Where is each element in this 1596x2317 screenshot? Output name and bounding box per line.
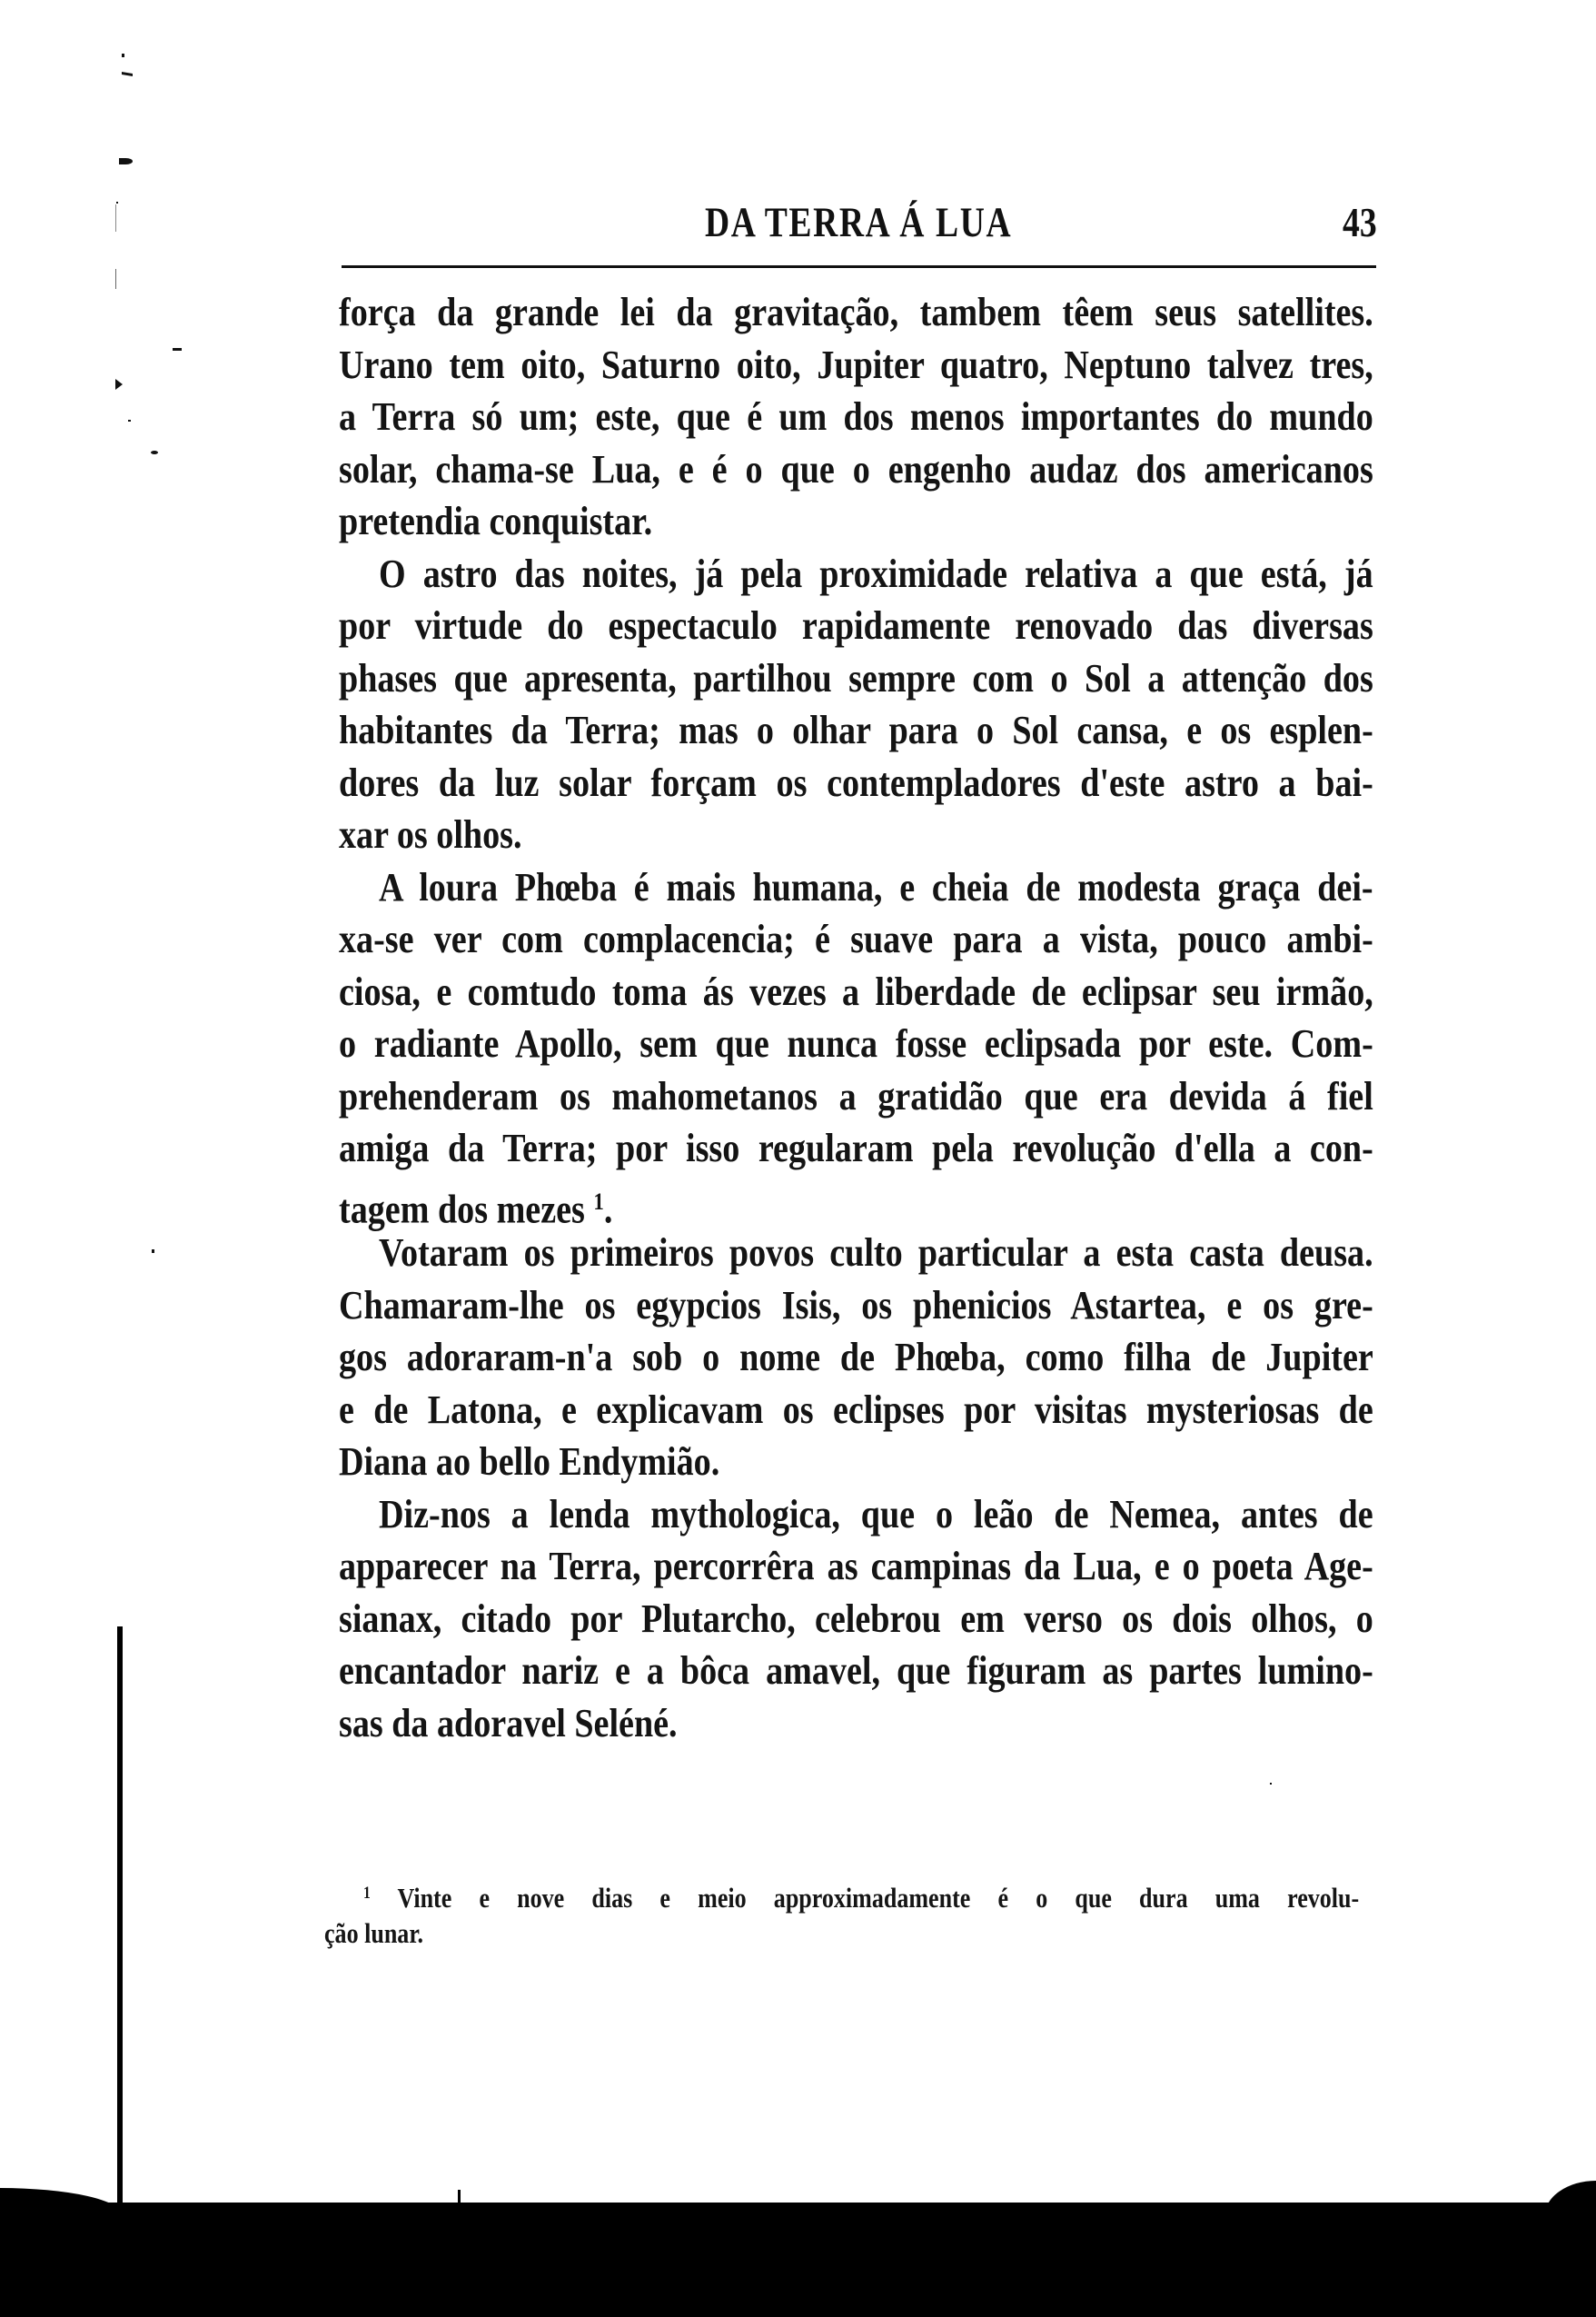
text-line: xa-se ver com complacencia; é suave para a vista, pouco ambi- (339, 917, 1373, 961)
scan-speck (173, 348, 182, 351)
text-fragment: . (603, 1187, 613, 1232)
running-header-title: DA TERRA Á LUA (705, 199, 1013, 246)
scan-speck (152, 1249, 154, 1253)
header-rule (342, 265, 1376, 268)
text-line: habitantes da Terra; mas o olhar para o Sol cansa, e os esplen- (339, 708, 1373, 752)
text-line: encantador nariz e a bôca amavel, que figuram as partes lumino- (339, 1648, 1373, 1693)
text-line: e de Latona, e explicavam os eclipses por visitas mysteriosas de (339, 1387, 1373, 1432)
scan-speck (119, 158, 133, 164)
text-line: solar, chama-se Lua, e é o que o engenho audaz dos americanos (339, 447, 1373, 492)
scan-speck (115, 269, 116, 289)
footnote-text: Vinte e nove dias e meio approximadamente é o que dura uma revolu- (397, 1882, 1360, 1914)
paragraph-first-line: Diz-nos a lenda mythologica, que o leão de Nemea, antes de (379, 1492, 1373, 1536)
text-line: prehenderam os mahometanos a gratidão que era devida á fiel (339, 1074, 1373, 1119)
text-line: gos adoraram-n'a sob o nome de Phœba, como filha de Jupiter (339, 1335, 1373, 1379)
footnote-marker: 1 (363, 1884, 371, 1903)
footnote-reference[interactable]: 1 (593, 1188, 604, 1215)
text-line: por virtude do espectaculo rapidamente renovado das diversas (339, 603, 1373, 648)
text-fragment: tagem dos mezes (339, 1187, 585, 1232)
text-line: Chamaram-lhe os egypcios Isis, os phenicios Astartea, e os gre- (339, 1283, 1373, 1328)
text-line: Urano tem oito, Saturno oito, Jupiter quatro, Neptuno talvez tres, (339, 343, 1373, 387)
text-line: phases que apresenta, partilhou sempre com o Sol a attenção dos (339, 656, 1373, 701)
text-line: sianax, citado por Plutarcho, celebrou em verso os dois olhos, o (339, 1596, 1373, 1641)
text-line-with-footnote-ref (339, 1175, 1373, 1232)
scan-speck (122, 54, 124, 57)
scan-bottom-shadow (0, 2203, 1596, 2317)
text-line: dores da luz solar forçam os contempladores d'este astro a bai- (339, 761, 1373, 805)
scan-speck (116, 202, 118, 204)
footnote-line (363, 1874, 1359, 1914)
footnote-line: ção lunar. (324, 1917, 424, 1949)
text-line: sas da adoravel Seléné. (339, 1701, 678, 1745)
scan-speck (122, 72, 133, 76)
paragraph-first-line: A loura Phœba é mais humana, e cheia de modesta graça dei- (379, 865, 1373, 910)
paragraph-first-line: Votaram os primeiros povos culto particular a esta casta deusa. (379, 1230, 1373, 1275)
scan-speck (151, 451, 158, 454)
scan-speck (128, 420, 131, 422)
text-line: ciosa, e comtudo toma ás vezes a liberdade de eclipsar seu irmão, (339, 970, 1373, 1014)
scan-speck (115, 379, 123, 390)
text-line: a Terra só um; este, que é um dos menos importantes do mundo (339, 394, 1373, 439)
text-line: Diana ao bello Endymião. (339, 1439, 720, 1484)
paragraph-first-line: O astro das noites, já pela proximidade relativa a que está, já (379, 552, 1373, 596)
text-line: o radiante Apollo, sem que nunca fosse eclipsada por este. Com- (339, 1021, 1373, 1066)
scan-speck (115, 204, 116, 232)
scan-binding-edge (117, 1626, 123, 2208)
text-line: xar os olhos. (339, 812, 522, 857)
scan-speck (1270, 1783, 1272, 1785)
text-line: pretendia conquistar. (339, 499, 653, 543)
page-number: 43 (1343, 199, 1377, 245)
text-line: força da grande lei da gravitação, tambem têem seus satellites. (339, 290, 1373, 334)
text-line: apparecer na Terra, percorrêra as campinas da Lua, e o poeta Age- (339, 1544, 1373, 1588)
text-line: amiga da Terra; por isso regularam pela revolução d'ella a con- (339, 1126, 1373, 1170)
